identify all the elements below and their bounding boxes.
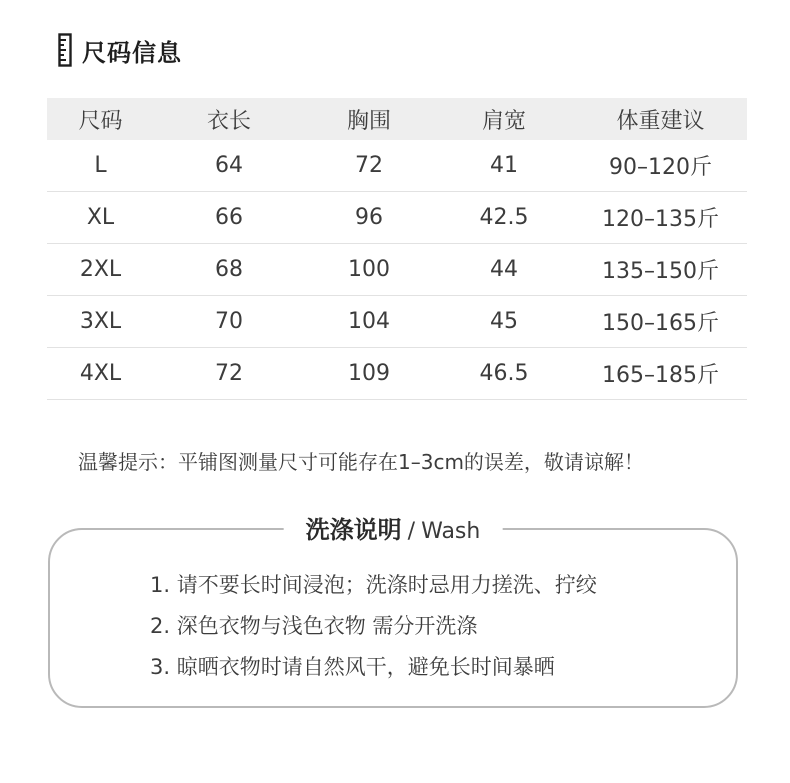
header-size: 尺码 [78, 108, 123, 134]
cell-shoulder: 44 [490, 256, 518, 282]
cell-chest: 72 [355, 152, 383, 178]
cell-size: 4XL [79, 360, 122, 386]
ruler-icon [58, 33, 72, 67]
cell-chest: 109 [348, 360, 390, 386]
cell-size: 2XL [79, 256, 122, 282]
wash-item: 1. 请不要长时间浸泡；洗涤时忌用力搓洗、拧绞 [150, 573, 597, 597]
table-row [47, 191, 747, 243]
cell-weight: 165–185斤 [602, 362, 719, 388]
header-length: 衣长 [206, 108, 251, 134]
table-row [47, 243, 747, 295]
section-title: 尺码信息 [82, 38, 182, 67]
section-header [58, 30, 182, 70]
cell-length: 66 [215, 204, 243, 230]
table-row [47, 140, 747, 191]
cell-weight: 150–165斤 [602, 310, 719, 336]
header-shoulder: 肩宽 [481, 108, 526, 134]
header-weight: 体重建议 [616, 108, 705, 134]
cell-size: L [94, 152, 107, 178]
cell-size: XL [86, 204, 115, 230]
cell-length: 64 [215, 152, 243, 178]
header-chest: 胸围 [346, 108, 391, 134]
wash-item: 2. 深色衣物与浅色衣物 需分开洗涤 [150, 614, 478, 638]
cell-weight: 135–150斤 [602, 258, 719, 284]
wash-item: 3. 晾晒衣物时请自然风干，避免长时间暴晒 [150, 655, 555, 679]
wash-title-en: Wash [421, 519, 481, 544]
size-table [47, 98, 747, 400]
cell-length: 70 [215, 308, 243, 334]
measurement-tip: 温馨提示：平铺图测量尺寸可能存在1–3cm的误差，敬请谅解！ [78, 450, 644, 474]
cell-weight: 120–135斤 [602, 206, 719, 232]
cell-length: 72 [215, 360, 243, 386]
table-row [47, 347, 747, 399]
cell-shoulder: 41 [490, 152, 518, 178]
cell-weight: 90–120斤 [609, 154, 712, 180]
cell-chest: 100 [348, 256, 390, 282]
wash-list [150, 570, 597, 693]
cell-chest: 104 [348, 308, 390, 334]
cell-shoulder: 45 [490, 308, 518, 334]
wash-title-cn: 洗涤说明 [305, 516, 402, 544]
wash-title [284, 510, 503, 545]
cell-size: 3XL [79, 308, 122, 334]
cell-shoulder: 42.5 [479, 204, 529, 230]
table-header-row [47, 98, 747, 140]
cell-shoulder: 46.5 [479, 360, 529, 386]
cell-length: 68 [215, 256, 243, 282]
cell-chest: 96 [355, 204, 383, 230]
wash-instructions-box [48, 516, 738, 708]
table-row [47, 295, 747, 347]
wash-title-separator: / [407, 519, 416, 544]
